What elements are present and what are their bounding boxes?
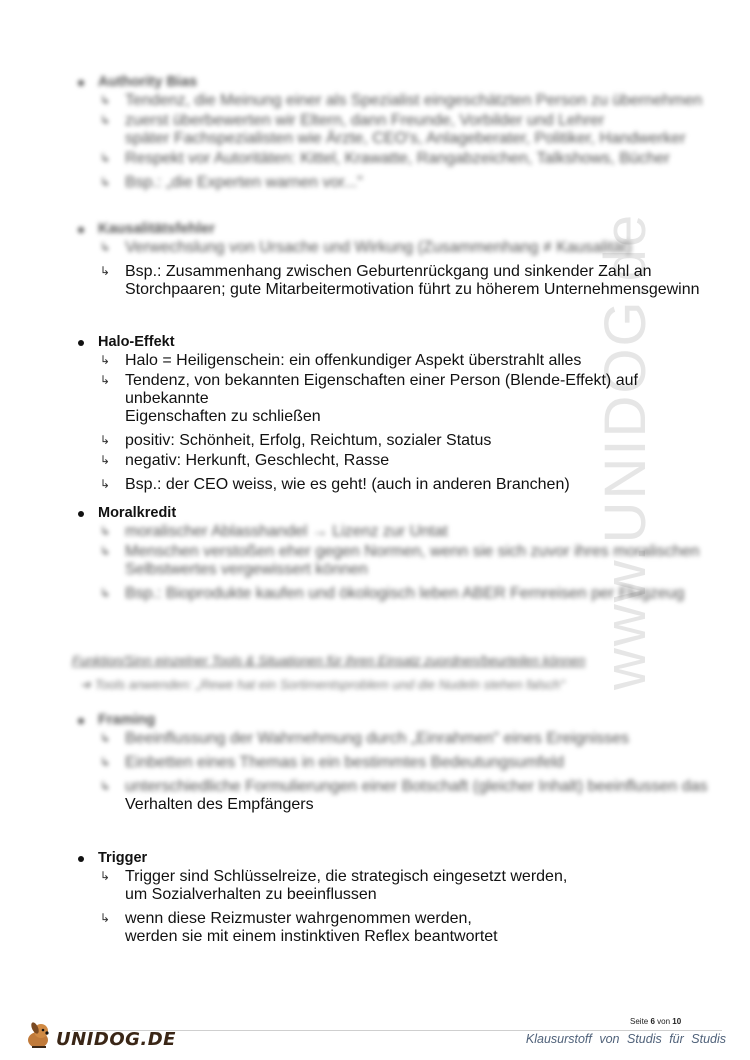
arrow-hook-icon: ↳ bbox=[100, 433, 111, 447]
bullet-icon bbox=[78, 856, 84, 862]
arrow-hook-icon: ↳ bbox=[100, 869, 111, 883]
bullet-icon bbox=[78, 718, 84, 724]
list-item: ↳ wenn diese Reizmuster wahrgenommen werden, bbox=[100, 910, 472, 927]
arrow-hook-icon: ↳ bbox=[100, 477, 111, 491]
list-item: ↳ moralischer Ablasshandel → Lizenz zur Untat bbox=[100, 523, 448, 540]
list-item: ↳ Verwechslung von Ursache und Wirkung (Zusammenhang ≠ Kausalität) bbox=[100, 239, 632, 256]
list-item: ↳ Tendenz, von bekannten Eigenschaften einer Person (Blende-Effekt) auf unbekannte bbox=[100, 372, 638, 407]
arrow-hook-icon: ↳ bbox=[100, 911, 111, 925]
arrow-hook-icon: ↳ bbox=[100, 453, 111, 467]
arrow-hook-icon: ↳ bbox=[100, 544, 111, 558]
arrow-hook-icon: ↳ bbox=[100, 731, 111, 745]
list-item: ↳ unterschiedliche Formulierungen einer Botschaft (gleicher Inhalt) beeinflussen das bbox=[100, 778, 708, 795]
page-number: Seite 6 von 10 bbox=[630, 1017, 682, 1026]
section-heading: Kausalitätsfehler bbox=[98, 221, 215, 237]
unidog-logo bbox=[24, 1018, 176, 1050]
section-heading: Authority Bias bbox=[98, 74, 198, 90]
watermark: www.UNIDOG.de bbox=[593, 212, 658, 690]
arrow-hook-icon: ↳ bbox=[100, 353, 111, 367]
arrow-hook-icon: ↳ bbox=[100, 524, 111, 538]
list-item: ↳ Einbetten eines Themas in ein bestimmtes Bedeutungsumfeld bbox=[100, 754, 565, 771]
list-item: Eigenschaften zu schließen bbox=[125, 408, 321, 425]
bullet-icon bbox=[78, 227, 84, 233]
list-item: Storchpaaren; gute Mitarbeitermotivation führt zu höherem Unternehmensgewinn bbox=[125, 281, 700, 298]
list-item: ↳ Beeinflussung der Wahrnehmung durch „Einrahmen" eines Ereignisses bbox=[100, 730, 630, 747]
arrow-hook-icon: ↳ bbox=[100, 175, 111, 189]
section-heading: Moralkredit bbox=[98, 505, 177, 521]
logo-text: UNIDOG.DE bbox=[56, 1029, 176, 1050]
list-item: Verhalten des Empfängers bbox=[125, 796, 314, 813]
tools-line: ➜ Tools anwenden: „Rewe hat ein Sortimentsproblem und die Nudeln stehen falsch" bbox=[80, 677, 565, 692]
list-item: ↳ Bsp.: Zusammenhang zwischen Geburtenrückgang und sinkender Zahl an bbox=[100, 263, 652, 280]
section-heading: Framing bbox=[98, 712, 156, 728]
list-item: Selbstwertes vergewissert können bbox=[125, 561, 368, 578]
arrow-hook-icon: ↳ bbox=[100, 264, 111, 278]
section-heading: Halo-Effekt bbox=[98, 334, 175, 350]
list-item: um Sozialverhalten zu beeinflussen bbox=[125, 886, 377, 903]
list-item: ↳ Trigger sind Schlüsselreize, die strategisch eingesetzt werden, bbox=[100, 868, 568, 885]
section-subtitle: Funktion/Sinn einzelner Tools & Situationen für ihren Einsatz zuordnen/beurteilen können bbox=[72, 653, 586, 668]
bullet-icon bbox=[78, 511, 84, 517]
arrow-hook-icon: ↳ bbox=[100, 93, 111, 107]
arrow-hook-icon: ↳ bbox=[100, 373, 111, 387]
list-item: ↳ zuerst überbewerten wir Eltern, dann Freunde, Vorbilder und Lehrer bbox=[100, 112, 605, 129]
arrow-hook-icon: ↳ bbox=[100, 586, 111, 600]
list-item: ↳ Bsp.: der CEO weiss, wie es geht! (auch in anderen Branchen) bbox=[100, 476, 570, 493]
bullet-icon bbox=[78, 340, 84, 346]
list-item: ↳ Menschen verstoßen eher gegen Normen, wenn sie sich zuvor ihres moralischen bbox=[100, 543, 700, 560]
list-item: ↳ Tendenz, die Meinung einer als Spezialist eingeschätzten Person zu übernehmen bbox=[100, 92, 703, 109]
section-heading: Trigger bbox=[98, 850, 148, 866]
list-item: ↳ negativ: Herkunft, Geschlecht, Rasse bbox=[100, 452, 390, 469]
list-item: ↳ Halo = Heiligenschein: ein offenkundiger Aspekt überstrahlt alles bbox=[100, 352, 582, 369]
arrow-hook-icon: ↳ bbox=[100, 240, 111, 254]
list-item: ↳ Bsp.: „die Experten warnen vor..." bbox=[100, 174, 363, 191]
list-item: später Fachspezialisten wie Ärzte, CEO's, Anlageberater, Politiker, Handwerker bbox=[125, 130, 686, 147]
arrow-hook-icon: ↳ bbox=[100, 151, 111, 165]
arrow-hook-icon: ↳ bbox=[100, 113, 111, 127]
list-item: ↳ Bsp.: Bioprodukte kaufen und ökologisch leben ABER Fernreisen per Flugzeug bbox=[100, 585, 685, 602]
bullet-icon bbox=[78, 80, 84, 86]
arrow-hook-icon: ↳ bbox=[100, 779, 111, 793]
dog-logo-icon bbox=[24, 1020, 54, 1050]
arrow-hook-icon: ↳ bbox=[100, 755, 111, 769]
footer-tagline: Klausurstoff von Studis für Studis bbox=[525, 1032, 726, 1046]
list-item: ↳ positiv: Schönheit, Erfolg, Reichtum, sozialer Status bbox=[100, 432, 492, 449]
list-item: werden sie mit einem instinktiven Reflex beantwortet bbox=[125, 928, 498, 945]
list-item: ↳ Respekt vor Autoritäten: Kittel, Krawatte, Rangabzeichen, Talkshows, Bücher bbox=[100, 150, 670, 167]
